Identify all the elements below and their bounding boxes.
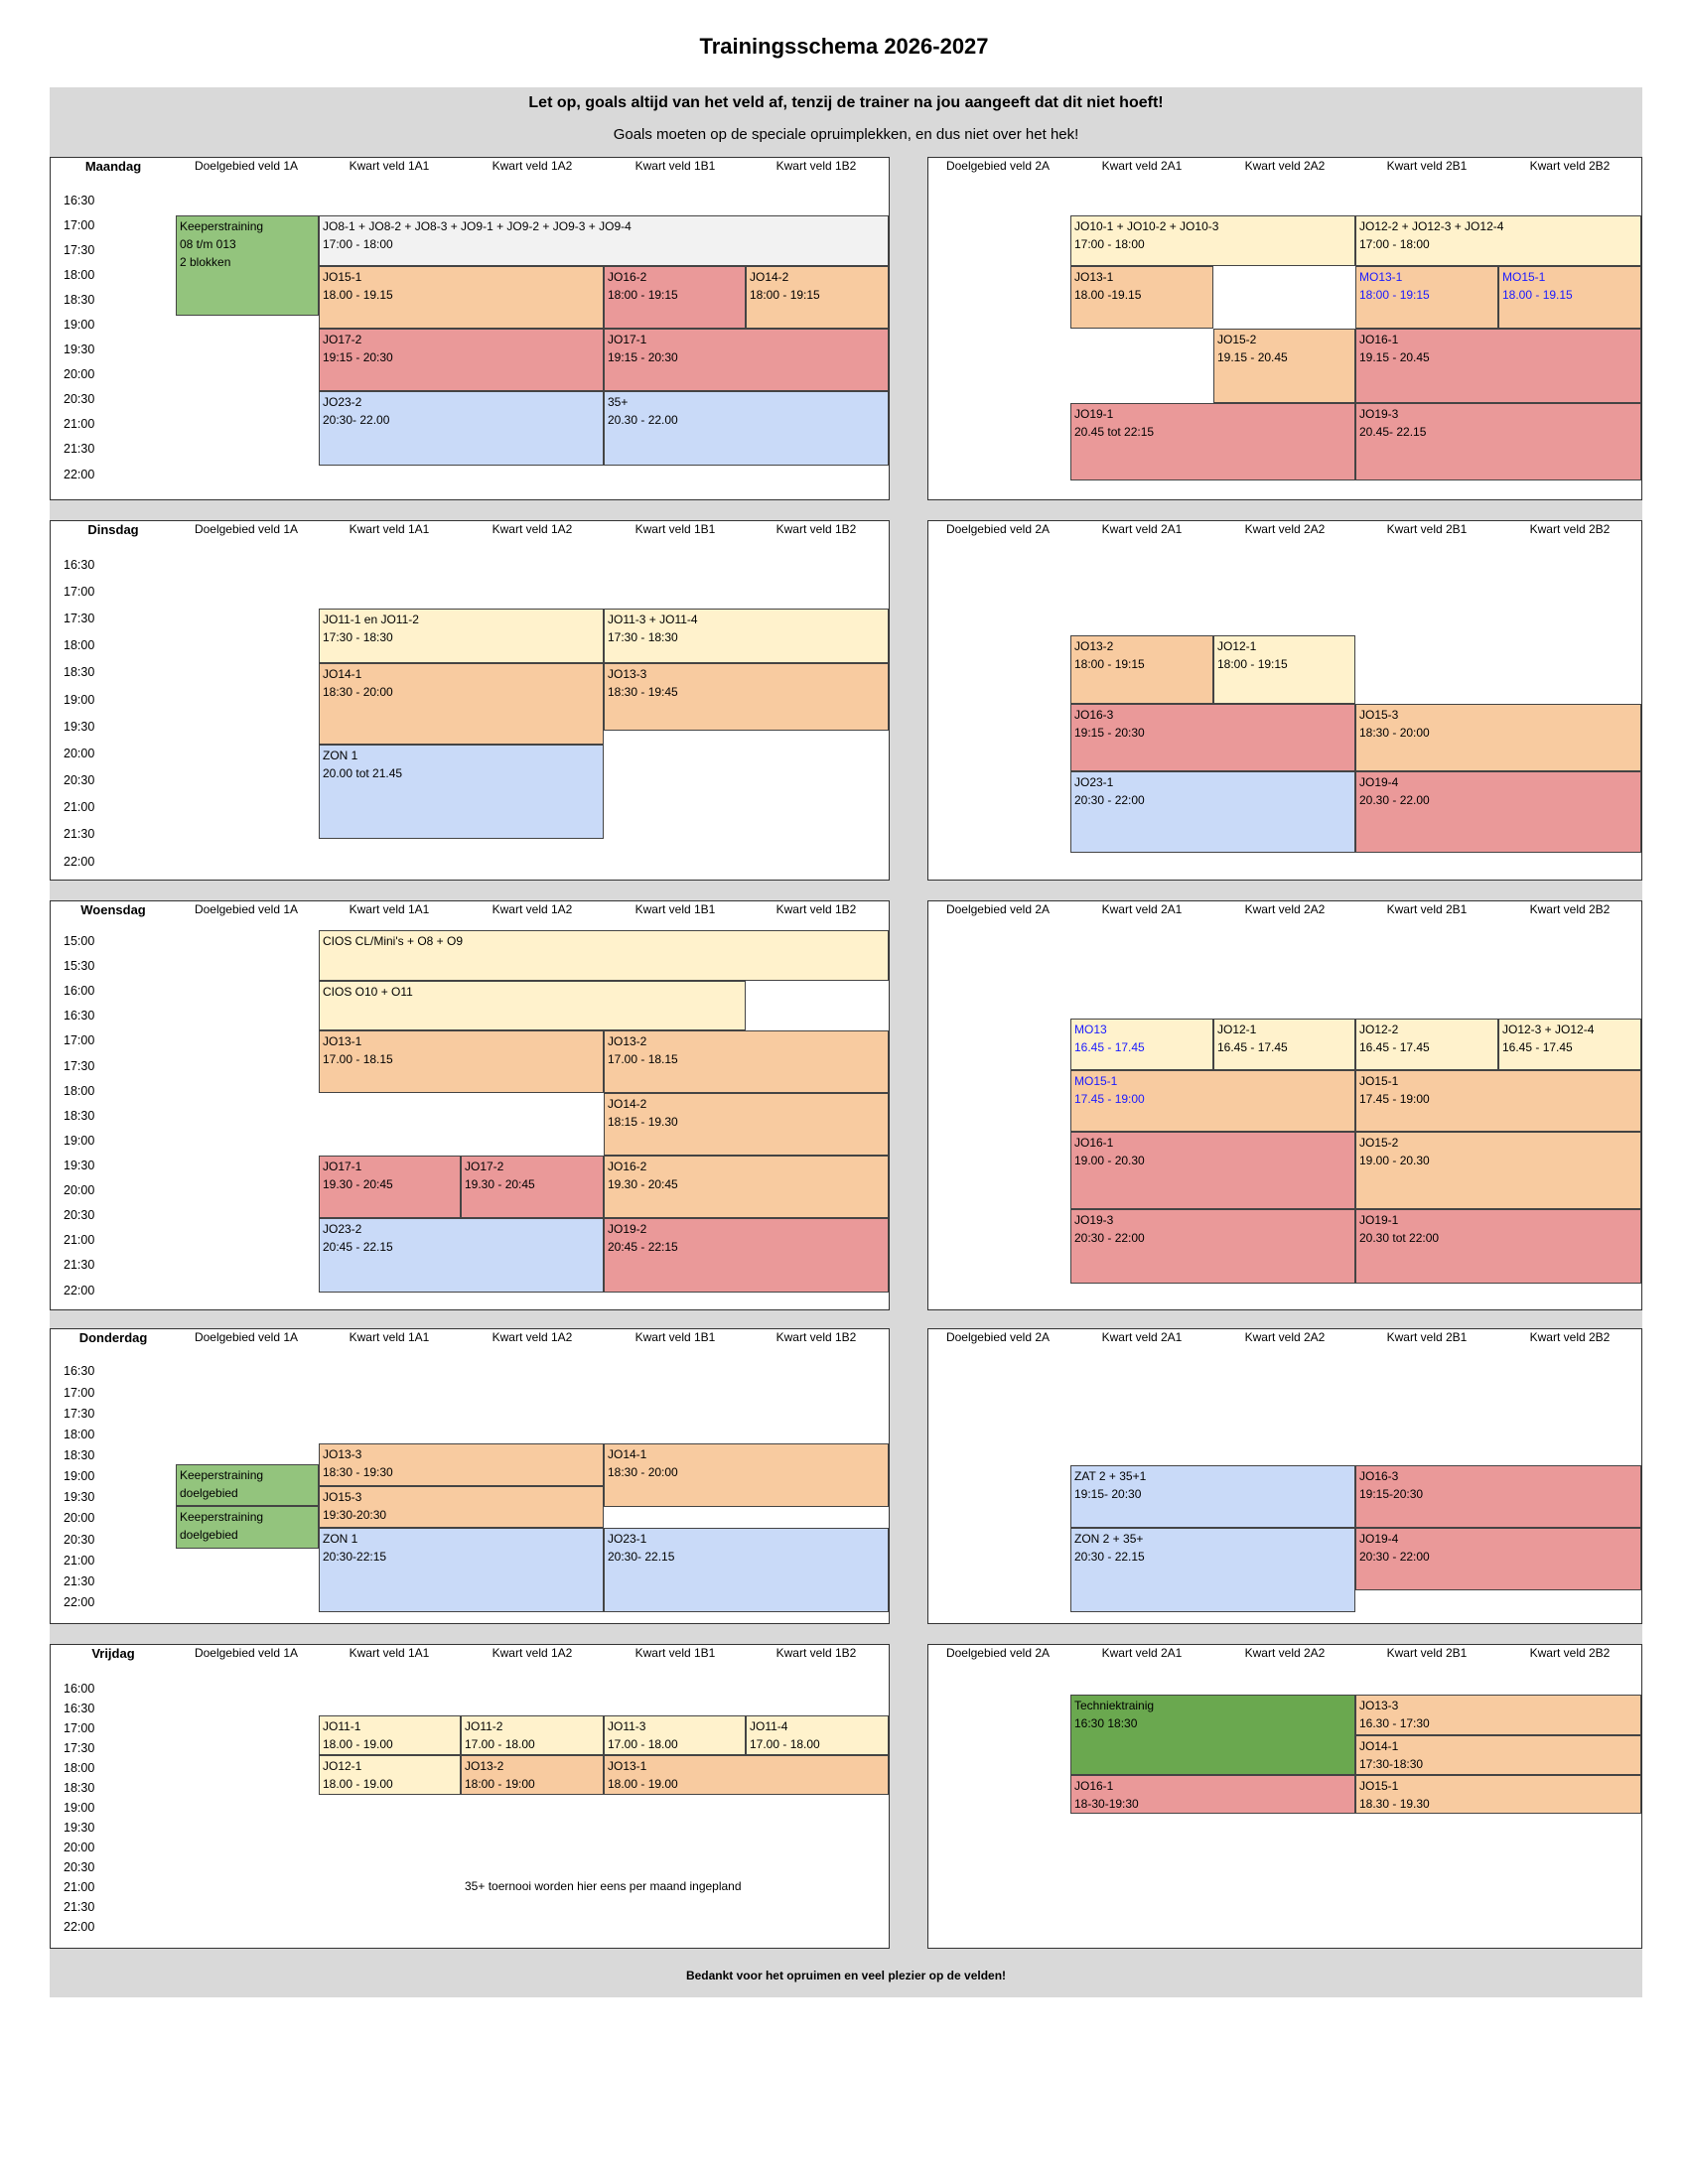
- training-block-right: JO12-2 + JO12-3 + JO12-4 17:00 - 18:00: [1355, 215, 1641, 266]
- training-block-right: JO23-1 20:30 - 22:00: [1070, 771, 1355, 853]
- time-label: 21:00: [64, 1554, 95, 1568]
- training-block-right: JO12-1 16.45 - 17.45: [1213, 1019, 1355, 1070]
- column-header: Kwart veld 2A1: [1101, 1330, 1183, 1344]
- time-label: 18:00: [64, 1428, 95, 1441]
- training-block-right: JO13-3 16.30 - 17:30: [1355, 1695, 1641, 1735]
- time-label: 22:00: [64, 1595, 95, 1609]
- column-header: Doelgebied veld 2A: [945, 902, 1051, 916]
- time-label: 21:00: [64, 1880, 95, 1894]
- time-label: 16:30: [64, 1009, 95, 1023]
- column-header: Kwart veld 1A1: [349, 1646, 430, 1660]
- time-label: 16:00: [64, 984, 95, 998]
- time-label: 17:00: [64, 1033, 95, 1047]
- time-label: 18:00: [64, 268, 95, 282]
- training-block-left: JO11-4 17.00 - 18.00: [746, 1715, 889, 1755]
- time-label: 16:30: [64, 1702, 95, 1715]
- training-block-right: ZON 2 + 35+ 20:30 - 22.15: [1070, 1528, 1355, 1612]
- training-block-right: JO19-1 20.30 tot 22:00: [1355, 1209, 1641, 1284]
- time-label: 19:00: [64, 318, 95, 332]
- training-block-left: JO13-1 17.00 - 18.15: [319, 1030, 604, 1093]
- time-label: 17:00: [64, 585, 95, 599]
- training-block-right: JO15-1 18.30 - 19.30: [1355, 1775, 1641, 1814]
- tournament-note: 35+ toernooi worden hier eens per maand ingepland: [465, 1879, 742, 1893]
- training-block-right: JO16-3 19:15 - 20:30: [1070, 704, 1355, 771]
- training-block-left: JO11-3 + JO11-4 17:30 - 18:30: [604, 609, 889, 663]
- training-block-left: ZON 1 20.00 tot 21.45: [319, 745, 604, 839]
- column-header: Kwart veld 1A1: [349, 159, 430, 173]
- training-block-left: Keeperstraining doelgebied: [176, 1464, 319, 1506]
- time-label: 21:00: [64, 1233, 95, 1247]
- time-label: 19:00: [64, 693, 95, 707]
- time-label: 17:30: [64, 612, 95, 625]
- column-header: Kwart veld 2B1: [1386, 1646, 1468, 1660]
- day-panel-left-vrijdag: [50, 1644, 890, 1949]
- training-block-right: JO16-1 18-30-19:30: [1070, 1775, 1355, 1814]
- time-label: 18:30: [64, 1109, 95, 1123]
- column-header: Kwart veld 2B1: [1386, 522, 1468, 536]
- column-header: Kwart veld 2B1: [1386, 1330, 1468, 1344]
- column-header: Kwart veld 1A2: [492, 522, 573, 536]
- time-label: 19:30: [64, 720, 95, 734]
- training-block-right: JO15-2 19.00 - 20.30: [1355, 1132, 1641, 1209]
- training-block-right: MO15-1 17.45 - 19:00: [1070, 1070, 1355, 1132]
- training-block-right: JO12-1 18:00 - 19:15: [1213, 635, 1355, 704]
- time-label: 18:30: [64, 293, 95, 307]
- training-block-left: JO11-2 17.00 - 18.00: [461, 1715, 604, 1755]
- time-label: 17:00: [64, 1721, 95, 1735]
- time-label: 22:00: [64, 468, 95, 481]
- training-block-left: JO16-2 19.30 - 20:45: [604, 1156, 889, 1218]
- training-block-right: JO14-1 17:30-18:30: [1355, 1735, 1641, 1775]
- column-header: Kwart veld 1B1: [634, 522, 716, 536]
- training-block-right: Techniektrainig 16:30 18:30: [1070, 1695, 1355, 1775]
- column-header: Kwart veld 2A2: [1244, 159, 1326, 173]
- training-block-right: JO19-3 20:30 - 22:00: [1070, 1209, 1355, 1284]
- column-header: Kwart veld 1B1: [634, 159, 716, 173]
- column-header: Kwart veld 1A1: [349, 1330, 430, 1344]
- training-block-left: JO17-2 19:15 - 20:30: [319, 329, 604, 391]
- column-header: Doelgebied veld 1A: [194, 902, 299, 916]
- column-header: Kwart veld 2B2: [1529, 159, 1611, 173]
- training-block-right: JO15-3 18:30 - 20:00: [1355, 704, 1641, 771]
- column-header: Kwart veld 2A1: [1101, 902, 1183, 916]
- time-label: 20:30: [64, 392, 95, 406]
- training-block-right: JO19-1 20.45 tot 22:15: [1070, 403, 1355, 480]
- training-block-right: JO13-2 18:00 - 19:15: [1070, 635, 1213, 704]
- column-header: Doelgebied veld 2A: [945, 159, 1051, 173]
- column-header: Kwart veld 2A1: [1101, 522, 1183, 536]
- training-block-left: JO19-2 20:45 - 22:15: [604, 1218, 889, 1293]
- column-header: Doelgebied veld 1A: [194, 522, 299, 536]
- time-label: 20:00: [64, 1511, 95, 1525]
- time-label: 18:00: [64, 638, 95, 652]
- time-label: 22:00: [64, 1920, 95, 1934]
- column-header: Kwart veld 2A2: [1244, 522, 1326, 536]
- time-label: 21:30: [64, 1258, 95, 1272]
- training-block-right: JO16-1 19.15 - 20.45: [1355, 329, 1641, 403]
- training-block-left: JO14-1 18:30 - 20:00: [604, 1443, 889, 1507]
- training-block-left: JO23-2 20:45 - 22.15: [319, 1218, 604, 1293]
- column-header: Kwart veld 1B2: [775, 1330, 857, 1344]
- training-block-left: JO17-1 19.30 - 20:45: [319, 1156, 461, 1218]
- training-block-right: JO19-3 20.45- 22.15: [1355, 403, 1641, 480]
- column-header: Kwart veld 1B1: [634, 902, 716, 916]
- time-label: 16:30: [64, 558, 95, 572]
- time-label: 20:30: [64, 1208, 95, 1222]
- column-header: Kwart veld 1B2: [775, 159, 857, 173]
- time-label: 19:00: [64, 1469, 95, 1483]
- time-label: 19:30: [64, 1821, 95, 1835]
- time-label: 21:00: [64, 800, 95, 814]
- footer-thanks: Bedankt voor het opruimen en veel plezier op de velden!: [685, 1969, 1007, 1982]
- time-label: 19:30: [64, 1159, 95, 1172]
- training-block-left: JO14-2 18:15 - 19.30: [604, 1093, 889, 1156]
- column-header: Kwart veld 2B2: [1529, 1646, 1611, 1660]
- column-header: Kwart veld 2A2: [1244, 1330, 1326, 1344]
- training-block-right: JO13-1 18.00 -19.15: [1070, 266, 1213, 329]
- training-block-left: JO15-1 18.00 - 19.15: [319, 266, 604, 329]
- time-label: 17:30: [64, 1407, 95, 1421]
- day-name: Woensdag: [80, 902, 146, 917]
- time-label: 20:00: [64, 747, 95, 760]
- training-block-left: ZON 1 20:30-22:15: [319, 1528, 604, 1612]
- training-block-left: CIOS CL/Mini's + O8 + O9: [319, 930, 889, 981]
- training-block-left: JO17-2 19.30 - 20:45: [461, 1156, 604, 1218]
- training-block-left: JO23-2 20:30- 22.00: [319, 391, 604, 466]
- column-header: Kwart veld 2A1: [1101, 1646, 1183, 1660]
- training-block-left: CIOS O10 + O11: [319, 981, 746, 1030]
- time-label: 18:00: [64, 1084, 95, 1098]
- column-header: Kwart veld 1B2: [775, 902, 857, 916]
- time-label: 20:30: [64, 1533, 95, 1547]
- day-name: Donderdag: [78, 1330, 148, 1345]
- training-block-right: MO15-1 18.00 - 19.15: [1498, 266, 1641, 329]
- training-block-left: JO16-2 18:00 - 19:15: [604, 266, 746, 329]
- training-block-right: JO19-4 20:30 - 22:00: [1355, 1528, 1641, 1590]
- column-header: Kwart veld 1A2: [492, 1646, 573, 1660]
- column-header: Kwart veld 2B2: [1529, 522, 1611, 536]
- training-block-left: JO11-1 18.00 - 19.00: [319, 1715, 461, 1755]
- time-label: 18:30: [64, 1448, 95, 1462]
- time-label: 17:00: [64, 1386, 95, 1400]
- time-label: 19:30: [64, 1490, 95, 1504]
- time-label: 17:00: [64, 218, 95, 232]
- training-block-left: JO13-1 18.00 - 19.00: [604, 1755, 889, 1795]
- training-block-right: JO19-4 20.30 - 22.00: [1355, 771, 1641, 853]
- training-block-left: Keeperstraining 08 t/m 013 2 blokken: [176, 215, 319, 316]
- column-header: Doelgebied veld 1A: [194, 159, 299, 173]
- training-block-right: JO15-2 19.15 - 20.45: [1213, 329, 1355, 403]
- training-block-left: JO14-1 18:30 - 20:00: [319, 663, 604, 745]
- column-header: Doelgebied veld 2A: [945, 522, 1051, 536]
- day-name: Maandag: [84, 159, 142, 174]
- time-label: 18:30: [64, 1781, 95, 1795]
- time-label: 16:00: [64, 1682, 95, 1696]
- column-header: Kwart veld 1A1: [349, 522, 430, 536]
- time-label: 21:30: [64, 1574, 95, 1588]
- time-label: 22:00: [64, 855, 95, 869]
- training-block-left: JO14-2 18:00 - 19:15: [746, 266, 889, 329]
- time-label: 17:30: [64, 1059, 95, 1073]
- column-header: Kwart veld 2B2: [1529, 902, 1611, 916]
- training-block-right: JO16-3 19:15-20:30: [1355, 1465, 1641, 1528]
- training-block-left: JO13-2 18:00 - 19:00: [461, 1755, 604, 1795]
- training-block-left: JO8-1 + JO8-2 + JO8-3 + JO9-1 + JO9-2 + JO9-3 + JO9-4 17:00 - 18:00: [319, 215, 889, 266]
- column-header: Kwart veld 2B1: [1386, 902, 1468, 916]
- column-header: Doelgebied veld 1A: [194, 1330, 299, 1344]
- column-header: Kwart veld 1B1: [634, 1646, 716, 1660]
- training-block-right: JO12-2 16.45 - 17.45: [1355, 1019, 1498, 1070]
- time-label: 19:00: [64, 1134, 95, 1148]
- time-label: 15:30: [64, 959, 95, 973]
- training-block-left: JO17-1 19:15 - 20:30: [604, 329, 889, 391]
- time-label: 20:00: [64, 367, 95, 381]
- time-label: 21:30: [64, 442, 95, 456]
- time-label: 20:30: [64, 773, 95, 787]
- time-label: 16:30: [64, 1364, 95, 1378]
- training-block-right: JO15-1 17.45 - 19:00: [1355, 1070, 1641, 1132]
- time-label: 22:00: [64, 1284, 95, 1297]
- column-header: Kwart veld 2B2: [1529, 1330, 1611, 1344]
- column-header: Kwart veld 1A2: [492, 1330, 573, 1344]
- column-header: Kwart veld 1B2: [775, 522, 857, 536]
- training-block-left: Keeperstraining doelgebied: [176, 1506, 319, 1549]
- training-block-left: JO23-1 20:30- 22.15: [604, 1528, 889, 1612]
- training-block-left: JO13-2 17.00 - 18.15: [604, 1030, 889, 1093]
- column-header: Kwart veld 2A2: [1244, 1646, 1326, 1660]
- time-label: 19:30: [64, 342, 95, 356]
- time-label: 17:30: [64, 243, 95, 257]
- time-label: 21:00: [64, 417, 95, 431]
- training-block-right: ZAT 2 + 35+1 19:15- 20:30: [1070, 1465, 1355, 1528]
- column-header: Doelgebied veld 2A: [945, 1646, 1051, 1660]
- training-block-left: JO13-3 18:30 - 19:45: [604, 663, 889, 731]
- column-header: Doelgebied veld 1A: [194, 1646, 299, 1660]
- training-block-left: 35+ 20.30 - 22.00: [604, 391, 889, 466]
- column-header: Kwart veld 2A2: [1244, 902, 1326, 916]
- notice-goals-sub: Goals moeten op de speciale opruimplekken, en dus niet over het hek!: [613, 126, 1079, 143]
- training-block-left: JO11-1 en JO11-2 17:30 - 18:30: [319, 609, 604, 663]
- time-label: 19:00: [64, 1801, 95, 1815]
- time-label: 21:30: [64, 827, 95, 841]
- column-header: Kwart veld 2A1: [1101, 159, 1183, 173]
- time-label: 17:30: [64, 1741, 95, 1755]
- time-label: 21:30: [64, 1900, 95, 1914]
- column-header: Kwart veld 1B2: [775, 1646, 857, 1660]
- column-header: Kwart veld 1B1: [634, 1330, 716, 1344]
- time-label: 20:00: [64, 1183, 95, 1197]
- time-label: 18:30: [64, 665, 95, 679]
- training-block-left: JO15-3 19:30-20:30: [319, 1486, 604, 1528]
- page-title: Trainingsschema 2026-2027: [699, 34, 989, 59]
- time-label: 20:00: [64, 1841, 95, 1854]
- time-label: 20:30: [64, 1860, 95, 1874]
- training-block-right: JO16-1 19.00 - 20.30: [1070, 1132, 1355, 1209]
- training-block-left: JO11-3 17.00 - 18.00: [604, 1715, 746, 1755]
- column-header: Kwart veld 1A2: [492, 159, 573, 173]
- column-header: Kwart veld 2B1: [1386, 159, 1468, 173]
- training-block-right: MO13-1 18:00 - 19:15: [1355, 266, 1498, 329]
- column-header: Doelgebied veld 2A: [945, 1330, 1051, 1344]
- day-name: Vrijdag: [91, 1646, 135, 1661]
- training-block-left: JO12-1 18.00 - 19.00: [319, 1755, 461, 1795]
- notice-goals-bold: Let op, goals altijd van het veld af, tenzij de trainer na jou aangeeft dat dit niet hoeft!: [528, 94, 1164, 111]
- training-block-right: JO10-1 + JO10-2 + JO10-3 17:00 - 18:00: [1070, 215, 1355, 266]
- time-label: 15:00: [64, 934, 95, 948]
- training-block-right: JO12-3 + JO12-4 16.45 - 17.45: [1498, 1019, 1641, 1070]
- column-header: Kwart veld 1A1: [349, 902, 430, 916]
- training-block-left: JO13-3 18:30 - 19:30: [319, 1443, 604, 1486]
- time-label: 16:30: [64, 194, 95, 207]
- day-name: Dinsdag: [87, 522, 139, 537]
- training-block-right: MO13 16.45 - 17.45: [1070, 1019, 1213, 1070]
- column-header: Kwart veld 1A2: [492, 902, 573, 916]
- time-label: 18:00: [64, 1761, 95, 1775]
